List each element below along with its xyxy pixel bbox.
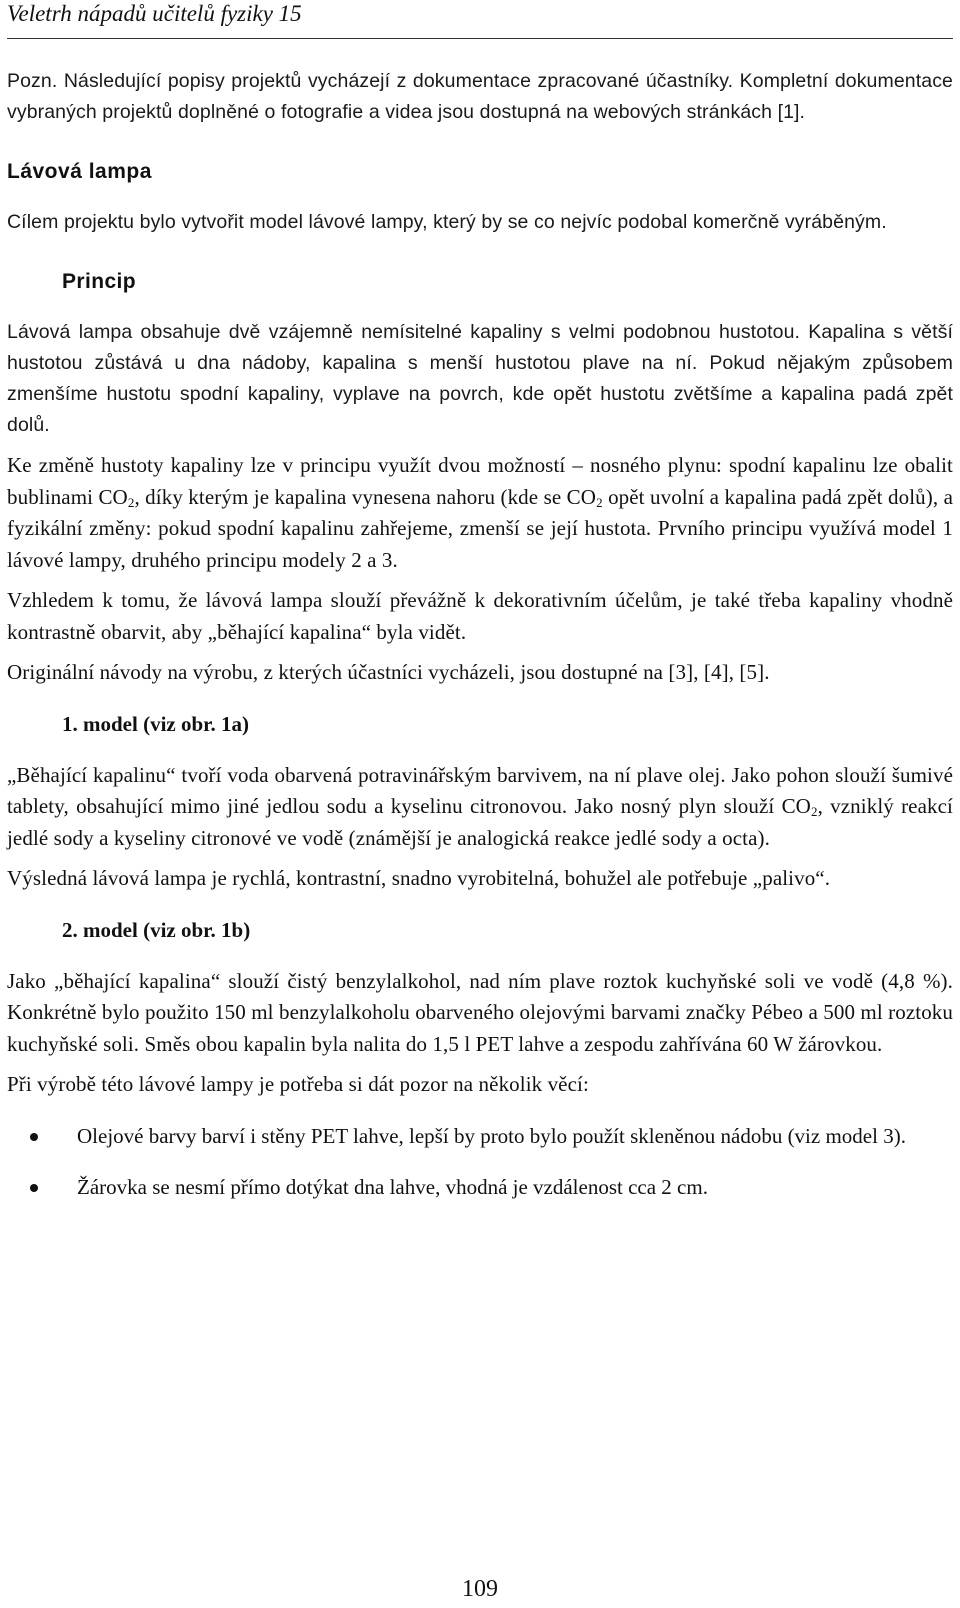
list-item [7, 1172, 953, 1204]
subscript-2: 2 [127, 494, 135, 510]
list-item-text: Olejové barvy barví i stěny PET lahve, lepší by proto bylo použít skleněnou nádobu (viz model 3). [77, 1123, 906, 1148]
model2-heading: 2. model (viz obr. 1b) [62, 917, 251, 942]
princip-paragraph-2-part-a: Ke změně hustoty kapaliny lze v principu využít dvou možností – nosného plynu: spodní kapalinu lze obalit bublinami CO [7, 453, 953, 509]
princip-paragraph-1: Lávová lampa obsahuje dvě vzájemně nemísitelné kapaliny s velmi podobnou hustotou. Kapalina s větší hustotou zůstává u dna nádoby, kapalina s menší hustotou plave na ní. Pokud nějakým způsobem zmenšíme hustotu spodní kapaliny, vyplave na povrch, kde opět hustotu zvětšíme a kapalina padá zpět dolů. [7, 321, 953, 436]
subscript-2: 2 [810, 804, 818, 819]
model1-paragraph-2: Výsledná lávová lampa je rychlá, kontrastní, snadno vyrobitelná, bohužel ale potřebuje „palivo“. [7, 866, 831, 890]
model1-paragraph-1 [7, 760, 953, 855]
princip-paragraph-2 [7, 450, 953, 576]
list-item [7, 1121, 953, 1153]
model1-heading: 1. model (viz obr. 1a) [62, 711, 250, 736]
model1-paragraph-1-part-a: „Běhající kapalinu“ tvoří voda obarvená potravinářským barvivem, na ní plave olej. Jako pohon slouží šumivé tablety, obsahující mimo jiné jedlou sodu a kyselinu citronovou. Jako nosný plyn slouží CO [7, 762, 953, 818]
model2-paragraph-1: Jako „běhající kapalina“ slouží čistý benzylalkohol, nad ním plave roztok kuchyňské soli ve vodě (4,8 %). Konkrétně bylo použito 150 ml benzylalkoholu obarveného olejovými barvami značky Pébeo a 500 ml roztoku kuchyňské soli. Směs obou kapalin byla nalita do 1,5 l PET lahve a zespodu zahřívána 60 W žárovkou. [7, 968, 953, 1056]
subscript-2: 2 [596, 494, 603, 510]
section-intro: Cílem projektu bylo vytvořit model lávové lampy, který by se co nejvíc podobal komerčně vyráběným. [7, 211, 887, 233]
list-item-text: Žárovka se nesmí přímo dotýkat dna lahve, vhodná je vzdálenost cca 2 cm. [77, 1175, 708, 1199]
model1-paragraph-1-part-b: , vzniklý reakcí jedlé sody a kyseliny citronové ve vodě (známější je analogická reakce jedlé sody a octa). [7, 794, 953, 850]
princip-paragraph-2-part-c: opět uvolní a kapalina padá zpět dolů), a fyzikální změny: pokud spodní kapalinu zahřejeme, zmenší se její hustota. Prvního principu využívá model 1 lávové lampy, druhého principu modely 2 a 3. [7, 484, 954, 572]
running-header [7, 0, 953, 39]
princip-heading: Princip [62, 270, 136, 293]
princip-paragraph-3: Vzhledem k tomu, že lávová lampa slouží převážně k dekorativním účelům, je také třeba kapaliny vhodně kontrastně obarvit, aby „běhající kapalina“ byla vidět. [7, 588, 953, 644]
princip-paragraph-2-part-b: , díky kterým je kapalina vynesena nahoru (kde se CO [134, 484, 597, 509]
page-content [7, 66, 953, 1204]
princip-paragraph-4: Originální návody na výrobu, z kterých účastníci vycházeli, jsou dostupné na [3], [4], [5]. [7, 660, 770, 684]
section-title: Lávová lampa [7, 160, 152, 183]
header-title: Veletrh nápadů učitelů fyziky 15 [7, 1, 302, 26]
model2-paragraph-2: Při výrobě této lávové lampy je potřeba si dát pozor na několik věcí: [7, 1072, 589, 1096]
bullet-icon [30, 1133, 38, 1141]
note-paragraph: Pozn. Následující popisy projektů vycházejí z dokumentace zpracované účastníky. Kompletní dokumentace vybraných projektů doplněné o fotografie a videa jsou dostupná na webových stránkách [1]. [7, 70, 953, 123]
page-number: 109 [462, 1576, 498, 1602]
precautions-list [7, 1121, 953, 1204]
bullet-icon [30, 1184, 38, 1192]
